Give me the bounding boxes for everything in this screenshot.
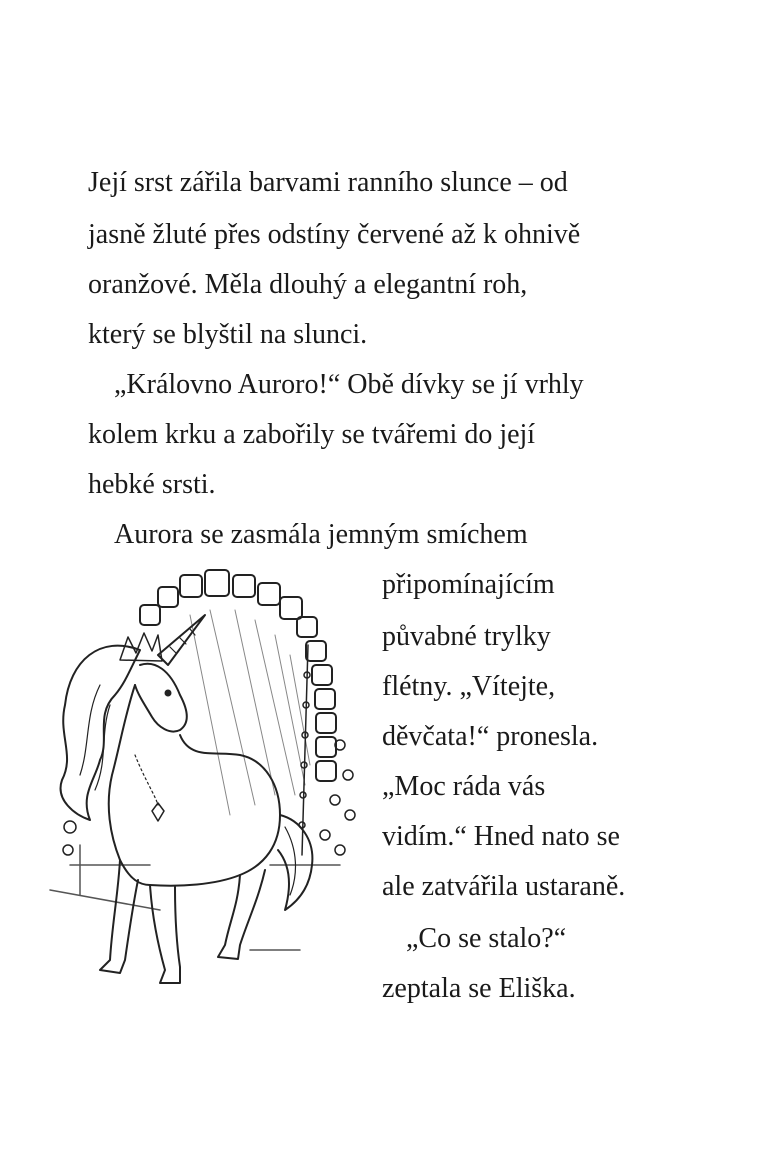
text-line: připomínajícím — [382, 569, 555, 600]
text-line: Její srst zářila barvami ranního slunce – od — [88, 167, 568, 198]
text-line: zeptala se Eliška. — [382, 973, 576, 1004]
text-line: jasně žluté přes odstíny červené až k ohnivě — [88, 219, 581, 250]
text-line: „Co se stalo?“ — [406, 923, 567, 954]
text-line: „Královno Auroro!“ Obě dívky se jí vrhly — [114, 369, 584, 400]
head — [135, 664, 187, 732]
hind-leg — [218, 870, 265, 959]
text-line: půvabné trylky — [382, 621, 551, 652]
front-leg-right — [150, 885, 180, 983]
body — [109, 685, 280, 886]
text-line: který se blyštil na slunci. — [88, 319, 368, 350]
mane — [61, 646, 140, 820]
text-line: oranžové. Měla dlouhý a elegantní roh, — [88, 269, 528, 300]
text-line: „Moc ráda vás — [382, 771, 546, 802]
text-line: děvčata!“ pronesla. — [382, 721, 599, 752]
text-line: Aurora se zasmála jemným smíchem — [114, 519, 528, 550]
text-line: flétny. „Vítejte, — [382, 671, 556, 702]
arch-light — [190, 610, 310, 815]
text-line: hebké srsti. — [88, 469, 216, 500]
text-line: kolem krku a zabořily se tvářemi do její — [88, 419, 536, 450]
unicorn-illustration-icon — [40, 565, 370, 1005]
roses — [63, 740, 355, 855]
ground — [50, 845, 340, 950]
text-line: ale zatvářila ustaraně. — [382, 871, 626, 902]
chain — [299, 645, 310, 855]
text-line: vidím.“ Hned nato se — [382, 821, 620, 852]
